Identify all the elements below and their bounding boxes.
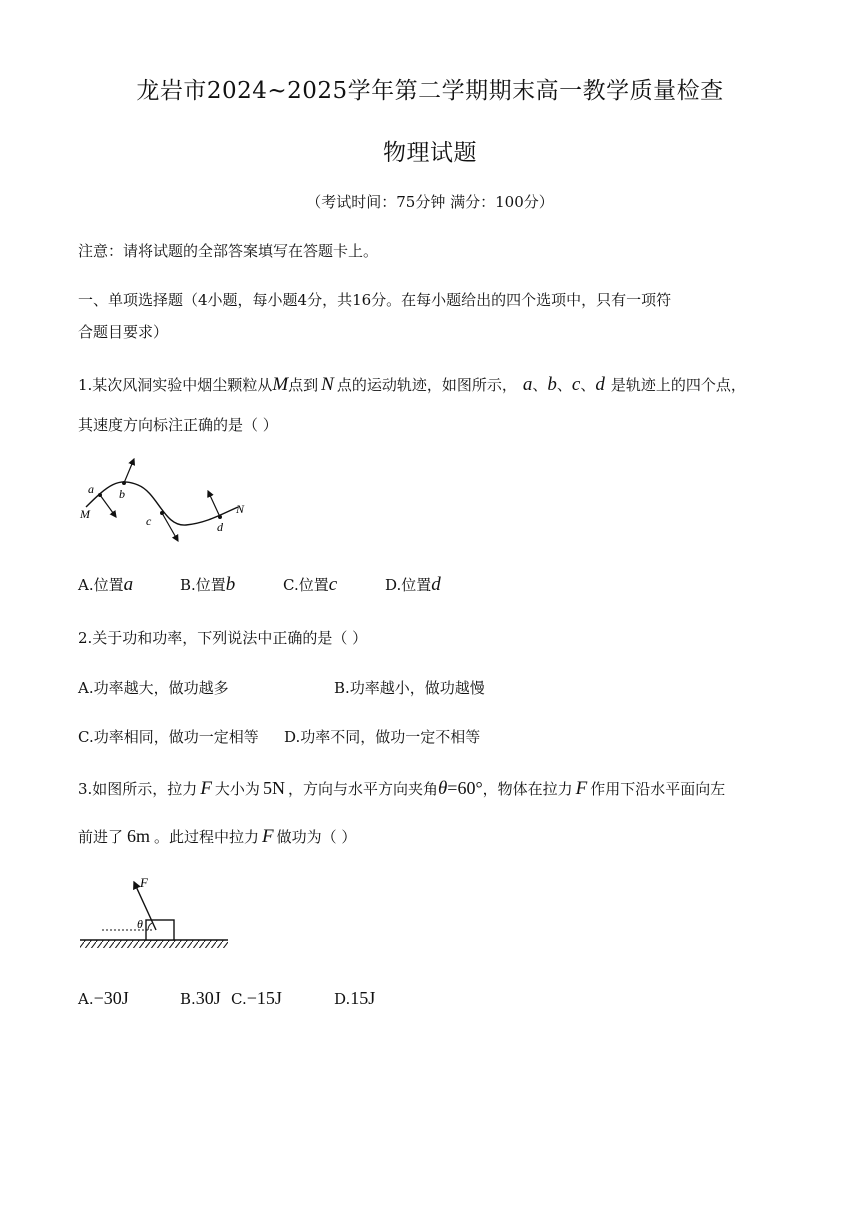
q2-option-c[interactable]: C.功率相同，做功一定相等 bbox=[78, 728, 259, 746]
q1-stem-cont: 其速度方向标注正确的是（ ） bbox=[78, 416, 278, 434]
q1-option-var: a bbox=[123, 574, 134, 595]
q1-var-N: N bbox=[321, 374, 334, 395]
q1-option-label: D.位置 bbox=[385, 576, 432, 594]
label-M: M bbox=[80, 507, 90, 521]
arrow-a bbox=[100, 495, 116, 517]
label-N: N bbox=[236, 502, 245, 516]
notice: 注意：请将试题的全部答案填写在答题卡上。 bbox=[78, 242, 379, 260]
q3-text: 大小为 bbox=[214, 780, 260, 798]
q3-option-label: A. bbox=[78, 990, 94, 1008]
q3-option-d[interactable] bbox=[334, 988, 375, 1009]
q3-force-value: 5N bbox=[262, 778, 285, 798]
q3-var-theta: θ bbox=[437, 778, 448, 799]
q1-option-b[interactable] bbox=[180, 574, 235, 596]
q3-angle-value: =60° bbox=[447, 778, 483, 798]
q3-text: ，物体在拉力 bbox=[482, 780, 573, 798]
label-c: c bbox=[146, 514, 152, 528]
exam-title: 龙岩市2024~2025学年第二学期期末高一教学质量检查 bbox=[136, 78, 724, 104]
q1-var-a: a bbox=[522, 374, 533, 395]
q1-option-label: C.位置 bbox=[283, 576, 329, 594]
q3-option-value: −30J bbox=[93, 988, 129, 1008]
q1-text: 1.某次风洞实验中烟尘颗粒从 bbox=[78, 376, 273, 394]
q3-text: 作用下沿水平面向左 bbox=[590, 780, 726, 798]
q3-text: 前进了 bbox=[78, 828, 124, 846]
label-d: d bbox=[217, 520, 223, 534]
q1-text: 是轨迹上的四个点， bbox=[610, 376, 746, 394]
q2-stem: 2.关于功和功率，下列说法中正确的是（ ） bbox=[78, 629, 368, 647]
q2-option-d[interactable]: D.功率不同，做功一定不相等 bbox=[284, 728, 481, 746]
section-heading: 一、单项选择题（4小题，每小题4分，共16分。在每小题给出的四个选项中，只有一项符 bbox=[78, 291, 672, 309]
q3-stem bbox=[78, 778, 725, 800]
q1-option-a[interactable] bbox=[78, 574, 133, 596]
q3-var-F: F bbox=[262, 826, 274, 847]
arrow-d bbox=[208, 491, 220, 517]
q3-option-b[interactable] bbox=[180, 988, 221, 1009]
q3-stem-cont bbox=[78, 826, 356, 848]
q1-text: 点到 bbox=[288, 376, 319, 394]
q1-option-var: c bbox=[328, 574, 338, 595]
exam-info: （考试时间：75分钟 满分：100分） bbox=[306, 193, 554, 211]
q1-option-d[interactable] bbox=[385, 574, 441, 596]
q1-var-M: M bbox=[272, 374, 289, 395]
q1-text: 点的运动轨迹，如图所示， bbox=[336, 376, 517, 394]
label-b: b bbox=[119, 487, 125, 501]
trajectory-curve bbox=[86, 482, 238, 525]
q1-option-var: b bbox=[225, 574, 236, 595]
ground-hatch bbox=[80, 940, 228, 948]
point-b bbox=[122, 481, 126, 485]
q3-option-label: B. bbox=[180, 990, 196, 1008]
q3-option-label: D. bbox=[334, 990, 351, 1008]
point-a bbox=[98, 493, 102, 497]
q3-distance-value: 6m bbox=[127, 826, 151, 846]
q3-text: ，方向与水平方向夹角 bbox=[287, 780, 438, 798]
q3-option-value: 15J bbox=[350, 988, 376, 1008]
q1-option-label: A.位置 bbox=[78, 576, 124, 594]
q3-force-figure bbox=[78, 870, 230, 952]
point-d bbox=[218, 515, 222, 519]
label-a: a bbox=[88, 482, 94, 496]
q1-option-c[interactable] bbox=[283, 574, 337, 596]
q1-sep: 、 bbox=[556, 376, 572, 394]
q3-text: 。此过程中拉力 bbox=[154, 828, 260, 846]
arrow-b bbox=[124, 459, 134, 483]
q1-var-d: d bbox=[595, 374, 605, 395]
q3-option-c[interactable] bbox=[231, 988, 282, 1009]
q1-option-var: d bbox=[431, 574, 441, 595]
q1-sep: 、 bbox=[532, 376, 548, 394]
q3-option-value: 30J bbox=[195, 988, 221, 1008]
point-c bbox=[160, 511, 164, 515]
q3-option-a[interactable] bbox=[78, 988, 129, 1009]
q1-trajectory-figure bbox=[78, 455, 258, 550]
q3-var-F: F bbox=[575, 778, 588, 799]
q3-text: 做功为（ ） bbox=[276, 828, 357, 846]
q1-stem bbox=[78, 374, 746, 396]
q3-option-label: C. bbox=[231, 990, 247, 1008]
q3-var-F: F bbox=[200, 778, 212, 799]
arrow-c bbox=[162, 513, 178, 541]
q1-var-b: b bbox=[547, 374, 557, 395]
q1-sep: 、 bbox=[580, 376, 596, 394]
section-heading-cont: 合题目要求） bbox=[78, 323, 169, 341]
exam-subtitle: 物理试题 bbox=[383, 140, 477, 166]
label-theta: θ bbox=[137, 917, 143, 931]
q2-option-a[interactable]: A.功率越大，做功越多 bbox=[78, 679, 229, 697]
q2-option-b[interactable]: B.功率越小，做功越慢 bbox=[334, 679, 485, 697]
q3-option-value: −15J bbox=[246, 988, 282, 1008]
label-F: F bbox=[140, 875, 148, 890]
q1-var-c: c bbox=[571, 374, 581, 395]
q1-option-label: B.位置 bbox=[180, 576, 226, 594]
q3-text: 3.如图所示，拉力 bbox=[78, 780, 198, 798]
